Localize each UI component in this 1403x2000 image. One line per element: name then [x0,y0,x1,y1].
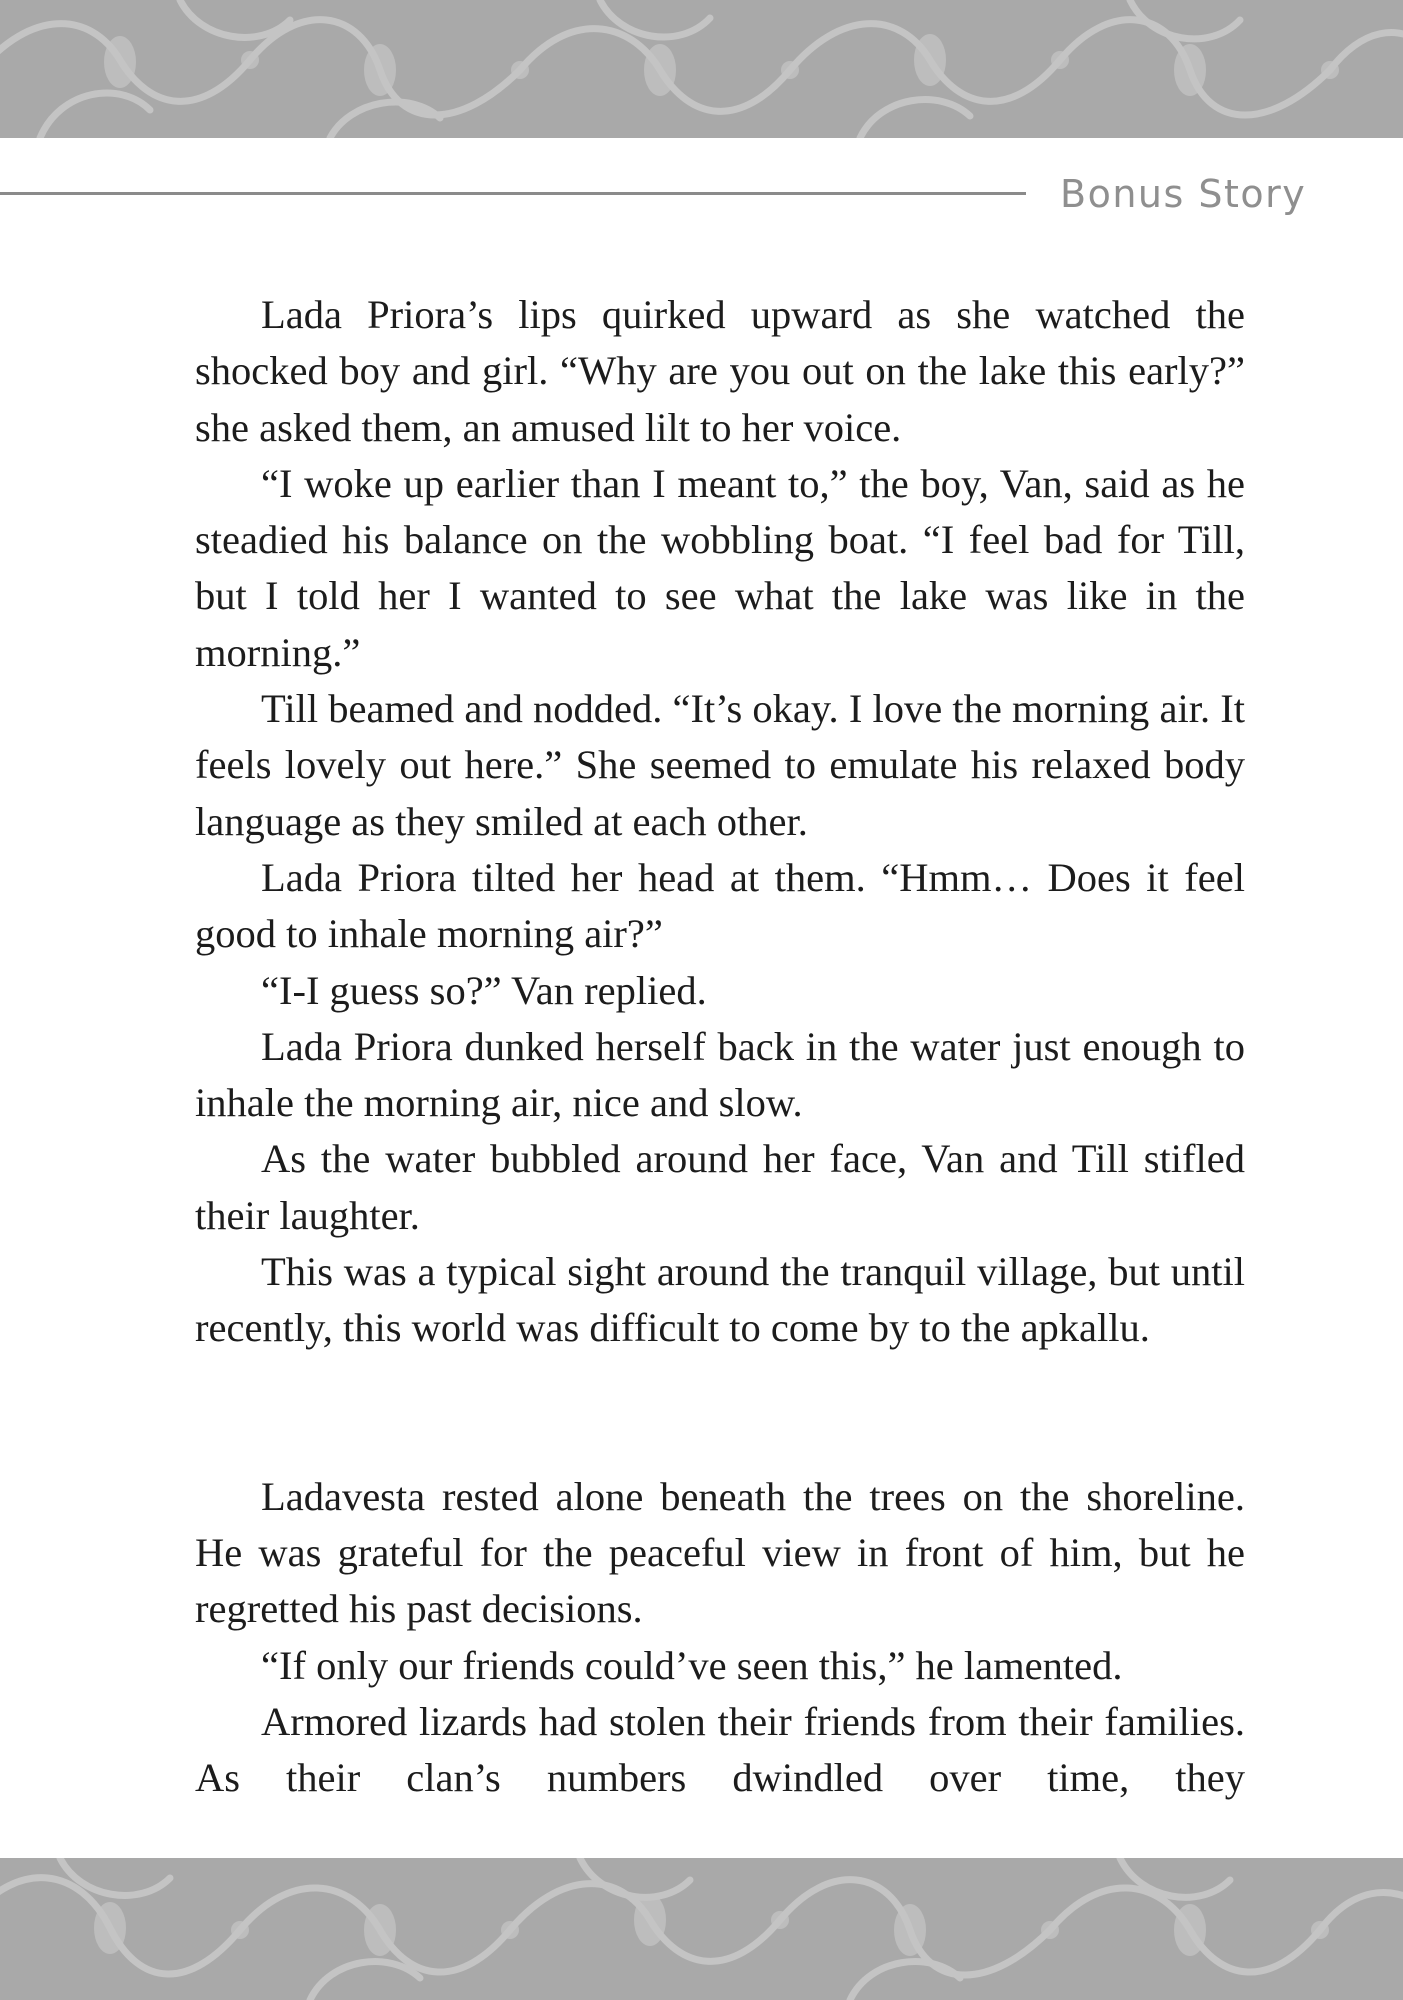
paragraph: “If only our friends could’ve seen this,” he lamented. [261,1642,1123,1688]
paragraph: Lada Priora tilted her head at them. “Hmm… Does it feel good to inhale morning air?” [195,854,1245,957]
paragraph: This was a typical sight around the tranquil village, but until recently, this world was difficult to come by to the apkallu. [195,1249,1245,1351]
paragraph: Lada Priora dunked herself back in the water just enough to inhale the morning air, nice and slow. [195,1023,1245,1126]
damask-pattern-top [0,0,1403,138]
header-rule [0,192,1026,195]
paragraph: Till beamed and nodded. “It’s okay. I love the morning air. It feels lovely out here.” She seemed to emulate his relaxed body language as they smiled at each other. [195,686,1245,844]
paragraph: As the water bubbled around her face, Van and Till stifled their laughter. [195,1136,1245,1238]
running-header-title: Bonus Story [1060,172,1307,216]
paragraph: Lada Priora’s lips quirked upward as she watched the shocked boy and girl. “Why are you out on the lake this early?” she asked them, an amused lilt to her voice. [195,292,1245,450]
body-text [195,287,1245,1806]
paragraph: “I woke up earlier than I meant to,” the boy, Van, said as he steadied his balance on the wobbling boat. “I feel bad for Till, but I told her I wanted to see what the lake was like in the morning.” [195,460,1245,675]
bottom-ornamental-band [0,1858,1403,2000]
top-ornamental-band [0,0,1403,138]
paragraph-continues: Armored lizards had stolen their friends from their families. As their clan’s numbers dwindled over time, they [195,1698,1245,1801]
damask-pattern-bottom [0,1858,1403,2000]
paragraph: “I-I guess so?” Van replied. [261,967,707,1013]
paragraph-section-start: Ladavesta rested alone beneath the trees on the shoreline. He was grateful for the peaceful view in front of him, but he regretted his past decisions. [195,1473,1245,1632]
